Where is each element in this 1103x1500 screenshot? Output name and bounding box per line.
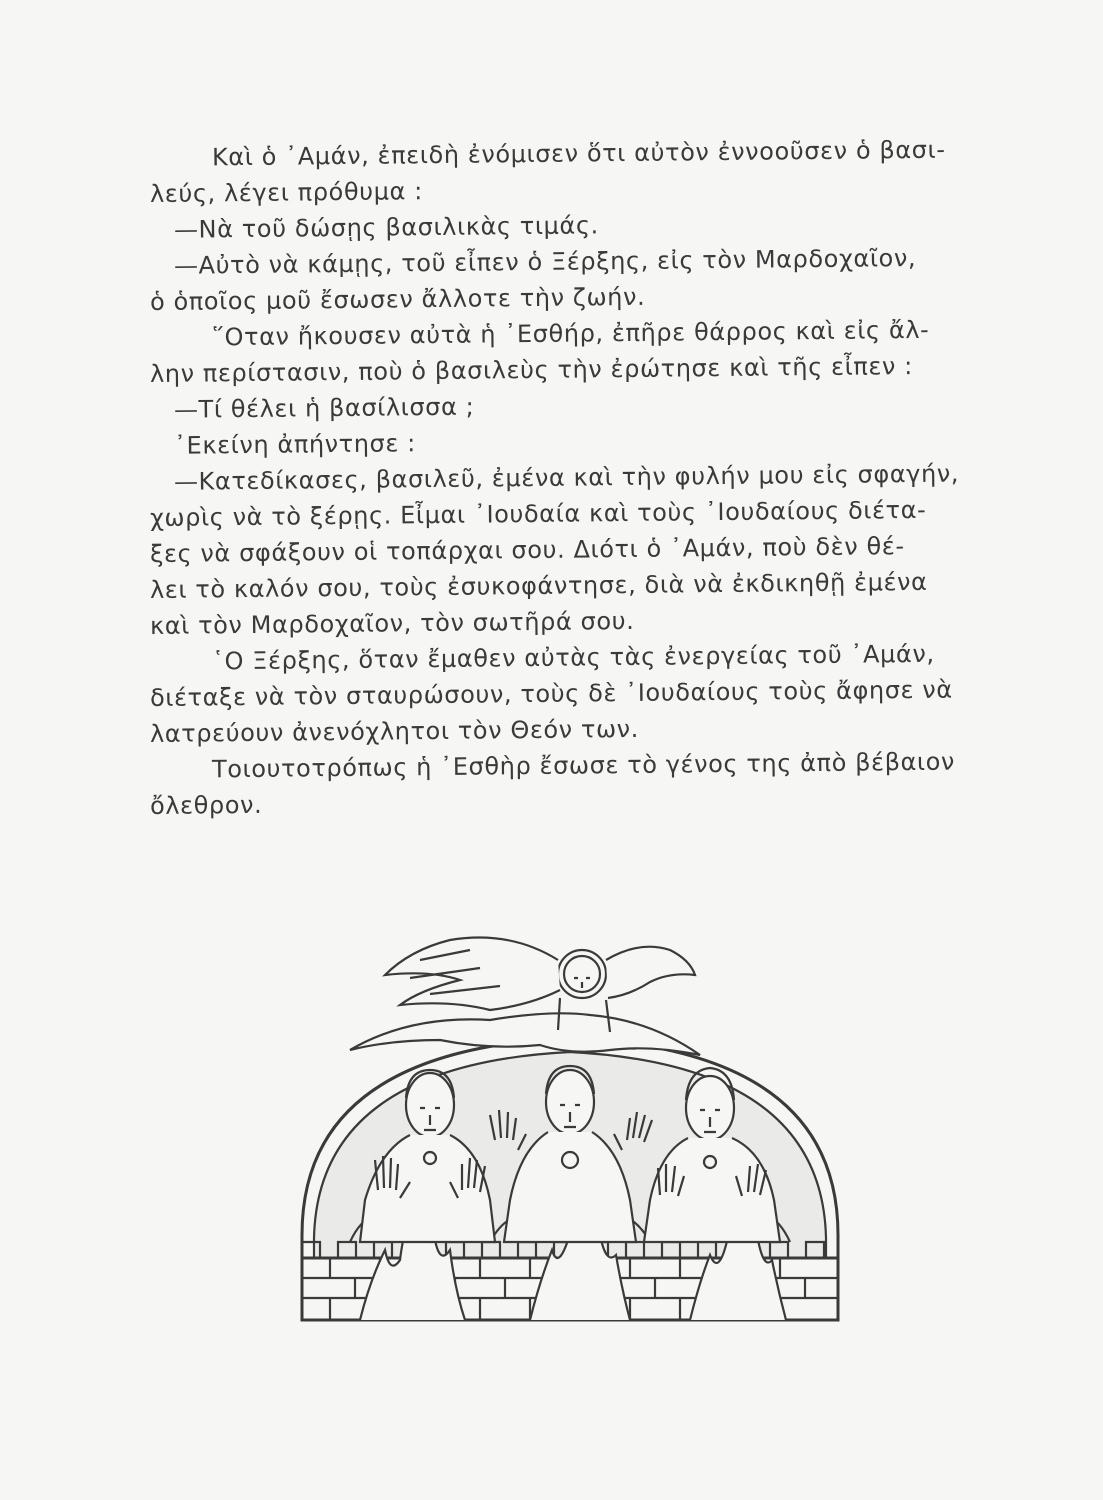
text-line: —Κατεδίκασες, βασιλεῦ, ἐμένα καὶ τὴν φυλήν μου εἰς σφαγήν, <box>173 459 960 496</box>
text-line: Τοιουτοτρόπως ἡ ᾽Εσθὴρ ἔσωσε τὸ γένος της ἀπὸ βέβαιον <box>211 747 956 784</box>
text-line: ῞Οταν ἤκουσεν αὐτὰ ἡ ᾽Εσθήρ, ἐπῆρε θάρρος καὶ εἰς ἄλ- <box>211 315 930 352</box>
text-line: λην περίστασιν, ποὺ ὁ βασιλεὺς τὴν ἐρώτησε καὶ τῆς εἶπεν : <box>149 352 914 388</box>
text-line: —Νὰ τοῦ δώσῃς βασιλικὰς τιμάς. <box>173 211 599 244</box>
text-line: διέταξε νὰ τὸν σταυρώσουν, τοὺς δὲ ᾽Ιουδαίους τοὺς ἄφησε νὰ <box>149 675 953 712</box>
text-line: —Αὐτὸ νὰ κάμῃς, τοῦ εἶπεν ὁ Ξέρξης, εἰς τὸν Μαρδοχαῖον, <box>173 243 917 280</box>
text-line: καὶ τὸν Μαρδοχαῖον, τὸν σωτῆρά σου. <box>149 606 635 640</box>
text-line: ξες νὰ σφάξουν οἱ τοπάρχαι σου. Διότι ὁ ᾽Αμάν, ποὺ δὲν θέ- <box>149 532 905 568</box>
text-line: —Τί θέλει ἡ βασίλισσα ; <box>173 392 475 424</box>
text-line: λεύς, λέγει πρόθυμα : <box>149 177 423 208</box>
text-line: Καὶ ὁ ᾽Αμάν, ἐπειδὴ ἐνόμισεν ὅτι αὐτὸν ἐννοοῦσεν ὁ βασι- <box>211 135 946 172</box>
text-line: χωρὶς νὰ τὸ ξέρῃς. Εἶμαι ᾽Ιουδαία καὶ τοὺς ᾽Ιουδαίους διέτα- <box>149 495 927 532</box>
text-line: ὄλεθρον. <box>149 790 263 820</box>
text-line: ὁ ὁποῖος μοῦ ἔσωσεν ἄλλοτε τὴν ζωήν. <box>149 282 646 316</box>
text-line: ῾Ο Ξέρξης, ὅταν ἔμαθεν αὐτὰς τὰς ἐνεργείας τοῦ ᾽Αμάν, <box>211 639 935 676</box>
text-line: λατρεύουν ἀνενόχλητοι τὸν Θεόν των. <box>149 714 640 748</box>
text-line: ᾽Εκείνη ἀπήντησε : <box>173 429 417 460</box>
body-text <box>149 135 1000 824</box>
three-youths-in-furnace-with-angel-icon <box>290 920 850 1380</box>
text-line: λει τὸ καλόν σου, τοὺς ἐσυκοφάντησε, διὰ νὰ ἐκδικηθῇ ἐμένα <box>149 567 928 604</box>
